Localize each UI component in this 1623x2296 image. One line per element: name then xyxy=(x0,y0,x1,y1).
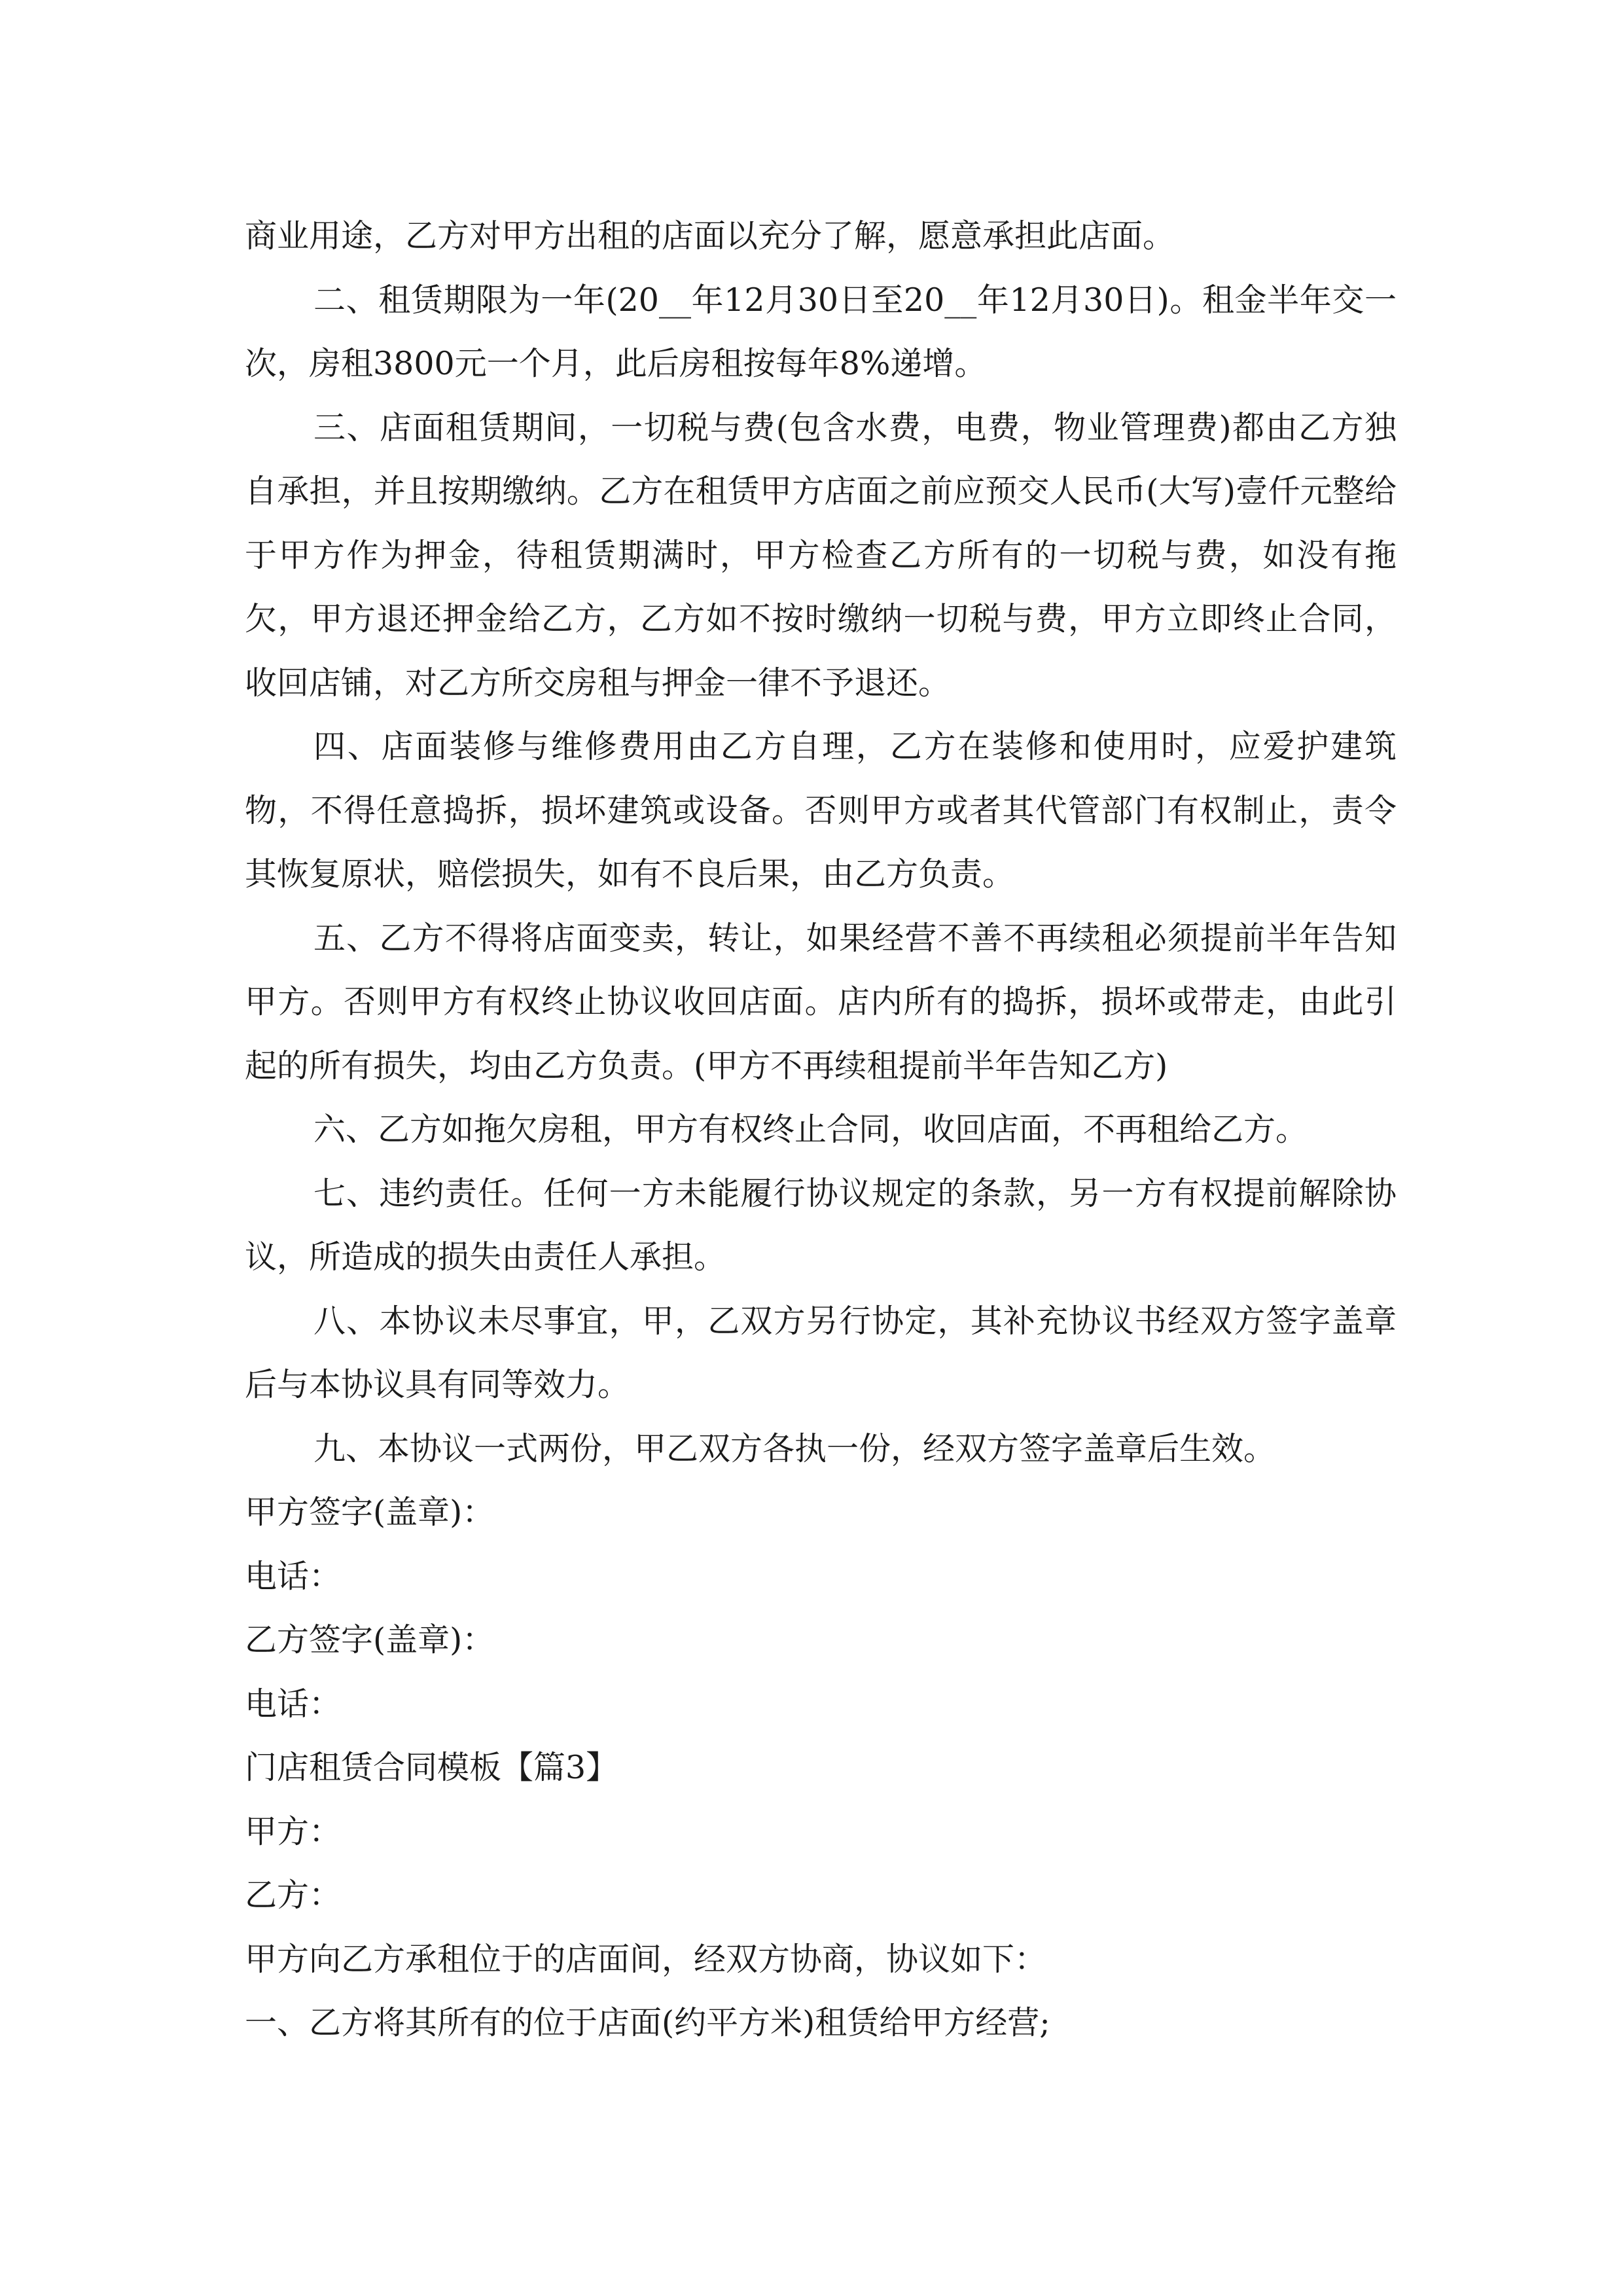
clause-4-renovation: 四、店面装修与维修费用由乙方自理，乙方在装修和使用时，应爱护建筑物，不得任意捣拆，损坏建筑或设备。否则甲方或者其代管部门有权制止，责令其恢复原状，赔偿损失，如有不良后果，由乙方负责。 xyxy=(245,728,1397,893)
clause-2-lease-term: 二、租赁期限为一年(20__年12月30日至20__年12月30日)。租金半年交一次，房租3800元一个月，此后房租按每年8%递增。 xyxy=(245,281,1397,382)
party-a-signature: 甲方签字(盖章)： xyxy=(245,1494,495,1531)
section-title-template-3: 门店租赁合同模板【篇3】 xyxy=(245,1749,618,1786)
clause-7-breach: 七、违约责任。任何一方未能履行协议规定的条款，另一方有权提前解除协议，所造成的损失由责任人承担。 xyxy=(245,1174,1397,1276)
party-b-phone: 电话： xyxy=(245,1685,342,1723)
party-b-signature: 乙方签字(盖章)： xyxy=(245,1621,495,1659)
clause-5-transfer: 五、乙方不得将店面变卖，转让，如果经营不善不再续租必须提前半年告知甲方。否则甲方有权终止协议收回店面。店内所有的捣拆，损坏或带走，由此引起的所有损失，均由乙方负责。(甲方不再续租提前半年告知乙方) xyxy=(245,919,1397,1085)
clause-3-taxes-deposit: 三、店面租赁期间，一切税与费(包含水费，电费，物业管理费)都由乙方独自承担，并且按期缴纳。乙方在租赁甲方店面之前应预交人民币(大写)壹仟元整给于甲方作为押金，待租赁期满时，甲方检查乙方所有的一切税与费，如没有拖欠，甲方退还押金给乙方，乙方如不按时缴纳一切税与费，甲方立即终止合同，收回店铺，对乙方所交房租与押金一律不予退还。 xyxy=(245,408,1397,702)
document-body xyxy=(245,204,1397,2055)
party-a-label: 甲方： xyxy=(245,1812,342,1850)
agreement-intro: 甲方向乙方承租位于的店面间，经双方协商，协议如下： xyxy=(245,1940,1047,1978)
paragraph-commercial-use: 商业用途，乙方对甲方出租的店面以充分了解，愿意承担此店面。 xyxy=(245,217,1175,255)
clause-8-supplement: 八、本协议未尽事宜，甲，乙双方另行协定，其补充协议书经双方签字盖章后与本协议具有同等效力。 xyxy=(245,1302,1397,1403)
clause-9-copies: 九、本协议一式两份，甲乙双方各执一份，经双方签字盖章后生效。 xyxy=(313,1429,1276,1467)
clause-6-arrears: 六、乙方如拖欠房租，甲方有权终止合同，收回店面，不再租给乙方。 xyxy=(313,1111,1308,1148)
party-b-label: 乙方： xyxy=(245,1876,342,1914)
clause-1-lease-scope: 一、乙方将其所有的位于店面(约平方米)租赁给甲方经营; xyxy=(245,2004,1050,2041)
party-a-phone: 电话： xyxy=(245,1557,342,1595)
